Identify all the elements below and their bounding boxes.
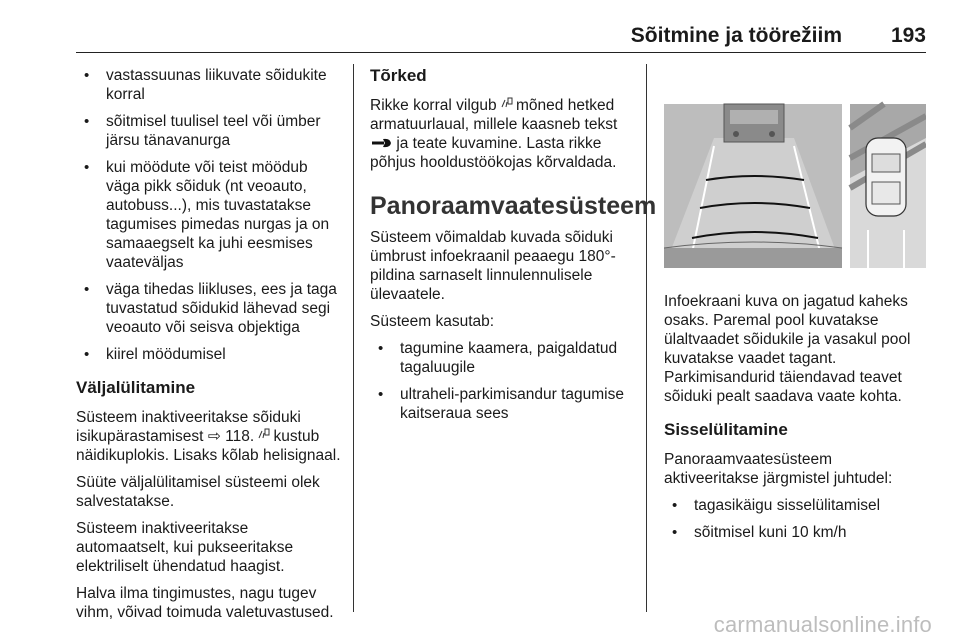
blind-spot-warning-icon [258,430,273,442]
list-item: • ultraheli-parkimisandur tagumise kaitseraua sees [378,386,624,422]
column-3 [664,292,930,550]
paragraph: Infoekraani kuva on jagatud kaheks osaks. Paremal pool kuvatakse ülaltvaadet sõidukile ja vasakul pool kuvatakse vaadet tagant. Parkimisandurid täiendavad teavet sõiduki pealt saadava vaate kohta. [664,293,911,405]
paragraph: Panoraamvaatesüsteem aktiveeritakse järgmistel juhtudel: [664,451,893,487]
activation-list [664,496,930,542]
column-divider-1 [353,64,354,612]
paragraph: Süsteem võimaldab kuvada sõiduki ümbrust infoekraanil peaaegu 180°-pildina sarnaselt linnulennulisele ülevaatele. [370,229,616,303]
section-heading-activation: Sisselülitamine [664,420,788,439]
page-number: 193 [890,24,926,47]
page-reference-link[interactable]: 118. [225,428,255,445]
section-heading-panoramic-view: Panoraamvaatesüsteem [370,192,657,220]
wrench-icon [370,135,396,152]
rear-camera-view [664,104,842,268]
bullet-icon: • [84,346,90,363]
list-item: • vastassuunas liikuvate sõidukite korral [84,67,327,103]
column-divider-2 [646,64,647,612]
paragraph: Süüte väljalülitamisel süsteemi olek salvestatakse. [76,474,320,510]
paragraph: Süsteem inaktiveeritakse sõiduki isikupärastamisest ⇨ 118. kustub näidikuplokis. Lisaks kõlab helisignaal. [76,409,341,464]
list-item: • sõitmisel kuni 10 km/h [672,524,847,541]
list-item: • väga tihedas liikluses, ees ja taga tuvastatud sõidukid lähevad segi veoauto või seisva objektiga [84,281,337,336]
bullet-icon: • [378,386,384,403]
page-reference-arrow-icon: ⇨ [207,428,221,445]
list-item: • kiirel möödumisel [84,346,226,363]
panoramic-view-illustration [664,98,926,274]
list-item: • tagasikäigu sisselülitamisel [672,497,881,514]
condition-list [76,66,344,364]
bullet-icon: • [84,113,90,130]
paragraph: Halva ilma tingimustes, nagu tugev vihm, võivad toimuda valetuvastused. [76,585,334,621]
bullet-icon: • [84,67,90,84]
paragraph: Süsteem kasutab: [370,313,495,330]
bullet-icon: • [378,340,384,357]
blind-spot-warning-icon [501,99,516,111]
bullet-icon: • [672,524,678,541]
top-view [850,104,926,268]
column-1 [76,66,344,630]
section-heading-faults: Tõrked [370,66,427,85]
bullet-icon: • [84,159,90,176]
watermark: carmanualsonline.info [713,612,932,637]
bullet-icon: • [672,497,678,514]
list-item: • sõitmisel tuulisel teel või ümber järsu tänavanurga [84,113,321,149]
list-item: • kui möödute või teist möödub väga pikk sõiduk (nt veoauto, autobuss...), mis tuvastatakse tagumises pimedas nurgas ja on samaaegselt ka juhi eesmises vaateväljas [84,159,330,271]
section-heading-deactivation: Väljalülitamine [76,378,196,397]
header-rule [76,52,926,53]
bullet-icon: • [84,281,90,298]
paragraph: Rikke korral vilgub mõned hetked armatuurlaual, millele kaasneb tekst ja teate kuvamine. Lasta rikke põhjus hooldustöökojas kõrvaldada. [370,97,618,171]
list-item: • tagumine kaamera, paigaldatud tagaluugile [378,340,618,376]
paragraph: Süsteem inaktiveeritakse automaatselt, kui pukseeritakse elektriliselt ühendatud haagist. [76,520,294,575]
column-2 [370,66,657,431]
system-components-list [370,339,638,423]
page-header-title: Sõitmine ja töörežiim [630,24,842,47]
